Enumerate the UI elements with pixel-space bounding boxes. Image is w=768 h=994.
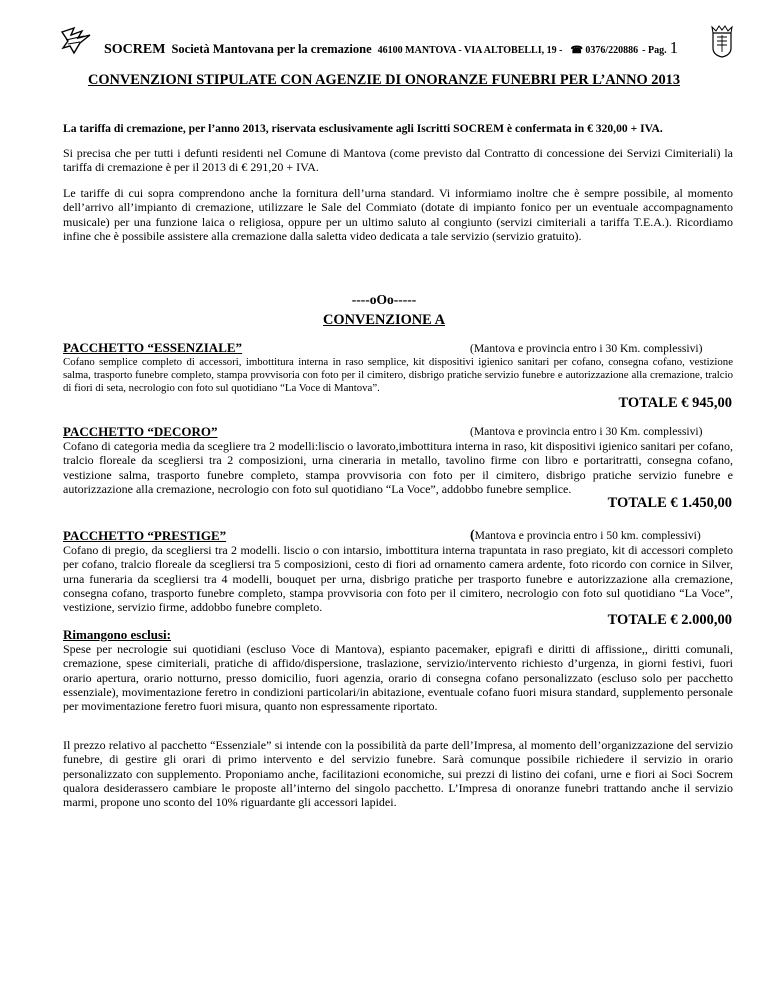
brand-name: SOCREM [104,42,166,57]
package-prestige-total: TOTALE € 2.000,00 [607,612,732,628]
package-decoro-description: Cofano di categoria media da scegliere tra 2 modelli:liscio o lavorato,imbottitura interna in raso, kit dispositivi igienico sanitari per cofano, tralcio floreale da scegliersi tra 2 composizioni, urna cineraria in metallo, tavolino firme con libro e portaritratti, consegna cofano, vestizione salma, trasporto funebre completo, stampa provvisoria con foto per il cimitero, disbrigo pratiche servizio funebre e autorizzazione alla cremazione, necrologio con foto sul quotidiano “La Voce”, addobbo funebre semplice. [63,439,733,496]
package-prestige-area-text: Mantova e provincia entro i 50 km. complessivi) [474,529,701,542]
package-essenziale-total: TOTALE € 945,00 [618,395,732,411]
society-name: Società Mantovana per la cremazione [171,42,372,56]
address: 46100 MANTOVA - VIA ALTOBELLI, 19 - [377,45,563,56]
package-prestige-area [470,528,701,544]
package-prestige-description: Cofano di pregio, da scegliersi tra 2 modelli. liscio o con intarsio, imbottitura interna trapuntata in raso pregiato, kit di accessori completo per cofano, tralcio floreale da scegliersi tra 5 composizioni, cesto di fiori ad ornamento camera ardente, foto ricordo con cornice in Silver, urna funeraria da scegliersi tra 4 modelli, bouquet per urna, disbrigo pratiche per trasporto funebre e autorizzazione alla cremazione, consegna cofano, trasporto funebre completo, stampa provvisoria con foto per il cimitero, necrologio con foto sul quotidiano “La Voce”, vestizione, servizio firme, addobbo funebre completo. [63,543,733,615]
convention-title: CONVENZIONE A [323,312,445,328]
exclusions-title: Rimangono esclusi: [63,627,171,642]
paren-open: ( [470,528,475,543]
letterhead-text [104,38,678,58]
package-essenziale-title: PACCHETTO “ESSENZIALE” [63,340,243,355]
document-title: CONVENZIONI STIPULATE CON AGENZIE DI ONORANZE FUNEBRI PER L’ANNO 2013 [87,72,681,88]
cremation-rate: La tariffa di cremazione, per l’anno 2013, riservata esclusivamente agli Iscritti SOCREM è confermata in € 320,00 + IVA. [63,122,663,135]
package-essenziale-area: (Mantova e provincia entro i 30 Km. complessivi) [470,342,703,355]
closing-paragraph: Il prezzo relativo al pacchetto “Essenziale” si intende con la possibilità da parte dell’Impresa, al momento dell’organizzazione del servizio funebre, di gestire gli orari di primo intervento e del servizio funebre. Sarà comunque possibile richiedere il servizio in orario personalizzato con supplemento. Proponiamo anche, facilitazioni economiche, sui prezzi di listino dei cofani, urne e fiori ai Soci Socrem qualora desiderassero cambiare le proposte all’interno del singolo pacchetto. L’Impresa di onoranze funebri trattando anche il servizio marmi, propone uno sconto del 10% riguardante gli accessori lapidei. [63,738,733,810]
package-decoro-title: PACCHETTO “DECORO” [63,424,218,439]
package-prestige-title: PACCHETTO “PRESTIGE” [63,528,227,543]
section-separator: ----oOo----- [351,292,417,307]
package-decoro-area: (Mantova e provincia entro i 30 Km. complessivi) [470,425,703,438]
page-number: 1 [669,38,679,57]
exclusions-text: Spese per necrologie sui quotidiani (escluso Voce di Mantova), espianto pacemaker, epigrafi e diritti di affissione,, diritti comunali, cremazione, spese cimiteriali, pratiche di affido/dispersione, traslazione, servizio/intervento richiesto d’urgenza, in giorni festivi, fuori orario apertura, orario notturno, presso domicilio, fuori agenzia, orario di consegna cofano personalizzato (escluso solo per pacchetto essenziale), movimentazione feretro in condizioni particolari/in abitazione, eventuale cofano fuori misura standard, supplemento personale per movimentazione feretro fuori misura, quanto non espressamente riportato. [63,642,733,714]
page-label: - Pag. [642,45,667,56]
resident-rate-paragraph: Si precisa che per tutti i defunti residenti nel Comune di Mantova (come previsto dal Contratto di concessione dei Servizi Cimiteriali) la tariffa di cremazione è per il 2013 di € 291,20 + IVA. [63,146,733,175]
city-crest-icon [710,24,734,58]
phone-number: ☎ 0376/220886 [570,45,639,56]
package-decoro-total: TOTALE € 1.450,00 [607,495,732,511]
services-paragraph: Le tariffe di cui sopra comprendono anche la fornitura dell’urna standard. Vi informiamo inoltre che è sempre possibile, al momento dell’arrivo all’impianto di cremazione, utilizzare le Sale del Commiato (dotate di impianto fonico per un eventuale accompagnamento musicale) per una funzione laica o religiosa, oppure per un ultimo saluto al congiunto (servizi cimiteriali a tariffa T.E.A.). Ricordiamo infine che è possibile assistere alla cremazione dalla saletta video dedicata a tale servizio (servizio gratuito). [63,186,733,243]
bird-logo-icon [60,26,94,56]
package-essenziale-description: Cofano semplice completo di accessori, imbottitura interna in raso semplice, kit dispositivi igienico sanitari per cofano, consegna cofano, vestizione salma, trasporto funebre completo, stampa provvisoria con foto per il cimitero, disbrigo pratiche servizio funebre e autorizzazione alla cremazione, tralcio di fiori di seta, necrologio con foto sul quotidiano “La Voce di Mantova”. [63,356,733,394]
letterhead [60,22,732,62]
